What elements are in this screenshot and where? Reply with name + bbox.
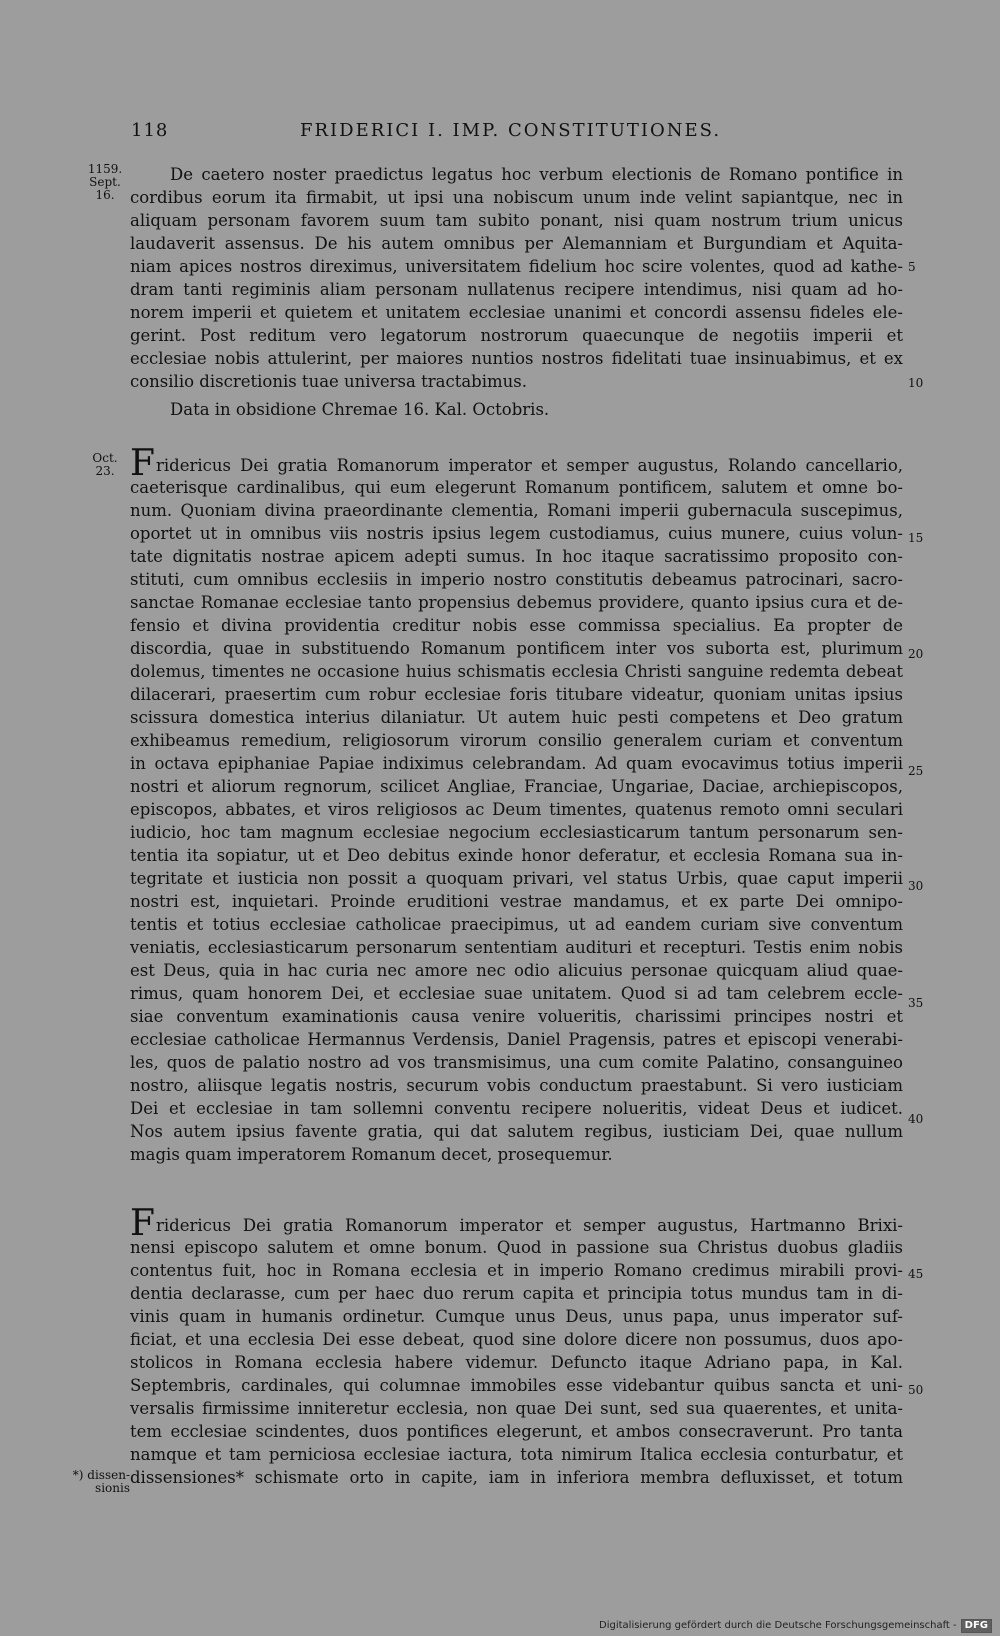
margin-note-day: 23. (95, 464, 115, 478)
text-line: vinis quam in humanis ordinetur. Cumque unus Deus, unus papa, unus imperator suf- (130, 1307, 903, 1326)
text-line: norem imperii et quietem et unitatem ecclesiae unanimi et concordi assensu fideles ele- (130, 303, 903, 322)
text-line: les, quos de palatio nostro ad vos transmisimus, una cum comite Palatino, consanguineo (130, 1053, 903, 1072)
text-line: stituti, cum omnibus ecclesiis in imperio nostro constitutis debeamus patrocinari, sacro- (130, 570, 903, 589)
text-line: tentia ita sopiatur, ut et Deo debitus exinde honor deferatur, et ecclesia Romana sua in- (130, 846, 903, 865)
text-line: contentus fuit, hoc in Romana ecclesia et in imperio Romano credimus mirabili provi- (130, 1261, 903, 1280)
text-line: nostri et aliorum regnorum, scilicet Angliae, Franciae, Ungariae, Daciae, archiepiscopos, (130, 777, 903, 796)
line-number: 50 (908, 1383, 924, 1397)
initial-letter: F (130, 443, 155, 484)
text-line: laudaverit assensus. De his autem omnibus per Alemanniam et Burgundiam et Aquita- (130, 234, 903, 253)
line-number: 30 (908, 879, 924, 893)
text-line: dolemus, timentes ne occasione huius schismatis ecclesia Christi sanguine redemta debeat (130, 662, 903, 681)
text-line: tentis et totius ecclesiae catholicae praecipimus, ut ad eandem curiam sive conventum (130, 915, 903, 934)
text-line-with-initial (130, 443, 903, 484)
line-number: 5 (908, 260, 916, 274)
text-line: namque et tam perniciosa ecclesiae iactura, tota nimirum Italica ecclesia conturbatur, et (130, 1445, 903, 1464)
text-line: nensi episcopo salutem et omne bonum. Quod in passione sua Christus duobus gladiis (130, 1238, 903, 1257)
text-line: ridericus Dei gratia Romanorum imperator et semper augustus, Hartmanno Brixi- (155, 1216, 903, 1235)
credit-text: Digitalisierung gefördert durch die Deutsche Forschungsgemeinschaft - (599, 1620, 957, 1631)
line-number: 20 (908, 647, 924, 661)
text-line: dram tanti regiminis aliam personam nullatenus recipere intendimus, nisi quam ad ho- (130, 280, 903, 299)
margin-note-day: 16. (95, 188, 115, 202)
text-line: tate dignitatis nostrae apicem adepti sumus. In hoc itaque sacratissimo proposito con- (130, 547, 903, 566)
text-line: fensio et divina providentia creditur nobis esse commissa specialius. Ea propter de (130, 616, 903, 635)
text-line: oportet ut in omnibus viis nostris ipsius legem custodiamus, cuius munere, cuius volun- (130, 524, 903, 543)
text-line: ridericus Dei gratia Romanorum imperator et semper augustus, Rolando cancellario, (155, 456, 903, 475)
text-line: consilio discretionis tuae universa tractabimus. (130, 372, 527, 391)
text-line: tegritate et iusticia non possit a quoquam privari, vel status Urbis, quae caput imperii (130, 869, 903, 888)
line-number: 10 (908, 376, 924, 390)
text-line: est Deus, quia in hac curia nec amore nec odio alicuius personae quicquam aliud quae- (130, 961, 903, 980)
text-line: num. Quoniam divina praeordinante clementia, Romani imperii gubernacula suscepimus, (130, 501, 903, 520)
line-number: 25 (908, 764, 924, 778)
text-line: sanctae Romanae ecclesiae tanto propensius debemus providere, quanto ipsius cura et de- (130, 593, 903, 612)
text-line: rimus, quam honorem Dei, et ecclesiae suae unitatem. Quod si ad tam celebrem eccle- (130, 984, 903, 1003)
text-line: versalis firmissime inniteretur ecclesia, non quae Dei sunt, sed sua quaerentes, et unita- (130, 1399, 903, 1418)
text-line: stolicos in Romana ecclesia habere videmur. Defuncto itaque Adriano papa, in Kal. (130, 1353, 903, 1372)
text-line: caeterisque cardinalibus, qui eum elegerunt Romanum pontificem, salutem et omne bo- (130, 478, 903, 497)
line-number: 15 (908, 531, 924, 545)
text-line: scissura domestica interius dilaniatur. Ut autem huic pesti competens et Deo gratum (130, 708, 903, 727)
text-line: veniatis, ecclesiasticarum personarum sententiam audituri et recepturi. Testis enim nobis (130, 938, 903, 957)
text-line: dissensiones* schismate orto in capite, iam in inferiora membra defluxisset, et totum (130, 1468, 903, 1487)
text-line: nostri est, inquietari. Proinde eruditioni vestrae mandamus, et ex parte Dei omnipo- (130, 892, 903, 911)
text-line: nostro, aliisque legatis nostris, securum vobis conductum praestabunt. Si vero iusticiam (130, 1076, 903, 1095)
line-number: 40 (908, 1112, 924, 1126)
text-line: ecclesiae catholicae Hermannus Verdensis, Daniel Pragensis, patres et episcopi venerabi- (130, 1030, 903, 1049)
dating-line: Data in obsidione Chremae 16. Kal. Octobris. (170, 400, 550, 419)
footnote-line: sionis (95, 1481, 130, 1495)
text-line: dentia declarasse, cum per haec duo rerum capita et principia totus mundus tam in di- (130, 1284, 903, 1303)
text-line: siae conventum examinationis causa venire volueritis, charissimi principes nostri et (130, 1007, 903, 1026)
text-line: exhibeamus remedium, religiosorum virorum consilio generalem curiam et conventum (130, 731, 903, 750)
text-line: tem ecclesiae scindentes, duos pontifices elegerunt, et ambos consecraverunt. Pro tanta (130, 1422, 903, 1441)
text-line: in octava epiphaniae Papiae indiximus celebrandam. Ad quam evocavimus totius imperii (130, 754, 903, 773)
text-line: Septembris, cardinales, qui columnae immobiles esse videbantur quibus sancta et uni- (130, 1376, 903, 1395)
text-line: ficiat, et una ecclesia Dei esse debeat, quod sine dolore dicere non possumus, duos apo- (130, 1330, 903, 1349)
digitization-credit (599, 1619, 992, 1633)
text-line: discordia, quae in substituendo Romanum pontificem inter vos suborta est, plurimum (130, 639, 903, 658)
text-line: dilacerari, praesertim cum robur ecclesiae foris titubare videatur, quoniam unitas ipsius (130, 685, 903, 704)
footnote-line: *) dissen- (72, 1468, 130, 1482)
text-line: niam apices nostros direximus, universitatem fidelium hoc scire volentes, quod ad kathe- (130, 257, 903, 276)
text-line-with-initial (130, 1203, 903, 1244)
margin-note-year: 1159. (87, 162, 123, 176)
text-line: cordibus eorum ita firmabit, ut ipsi una nobiscum unum inde velint sapiantque, nec in (130, 188, 903, 207)
running-title: FRIDERICI I. IMP. CONSTITUTIONES. (300, 120, 722, 141)
text-line: ecclesiae nobis attulerint, per maiores nuntios nostros fidelitati tuae insinuabimus, et ex (130, 349, 903, 368)
text-line: episcopos, abbates, et viros religiosos ac Deum timentes, quatenus remoto omni seculari (130, 800, 903, 819)
initial-letter: F (130, 1203, 155, 1244)
text-line: magis quam imperatorem Romanum decet, prosequemur. (130, 1145, 613, 1164)
text-line: De caetero noster praedictus legatus hoc verbum electionis de Romano pontifice in (170, 165, 903, 184)
text-line: iudicio, hoc tam magnum ecclesiae negocium ecclesiasticarum tantum personarum sen- (130, 823, 903, 842)
text-line: aliquam personam favorem suum tam subito ponant, nisi quam nostrum trium unicus (130, 211, 903, 230)
margin-note-month: Oct. (92, 451, 118, 465)
text-line: Nos autem ipsius favente gratia, qui dat salutem regibus, iusticiam Dei, quae nullum (130, 1122, 903, 1141)
text-line: gerint. Post reditum vero legatorum nostrorum quaecunque de negotiis imperii et (130, 326, 903, 345)
line-number: 35 (908, 996, 924, 1010)
line-number: 45 (908, 1267, 924, 1281)
margin-note-month: Sept. (89, 175, 121, 189)
page-number: 118 (131, 120, 169, 141)
text-line: Dei et ecclesiae in tam sollemni conventu recipere nolueritis, videat Deus et iudicet. (130, 1099, 903, 1118)
dfg-logo: DFG (961, 1619, 992, 1633)
